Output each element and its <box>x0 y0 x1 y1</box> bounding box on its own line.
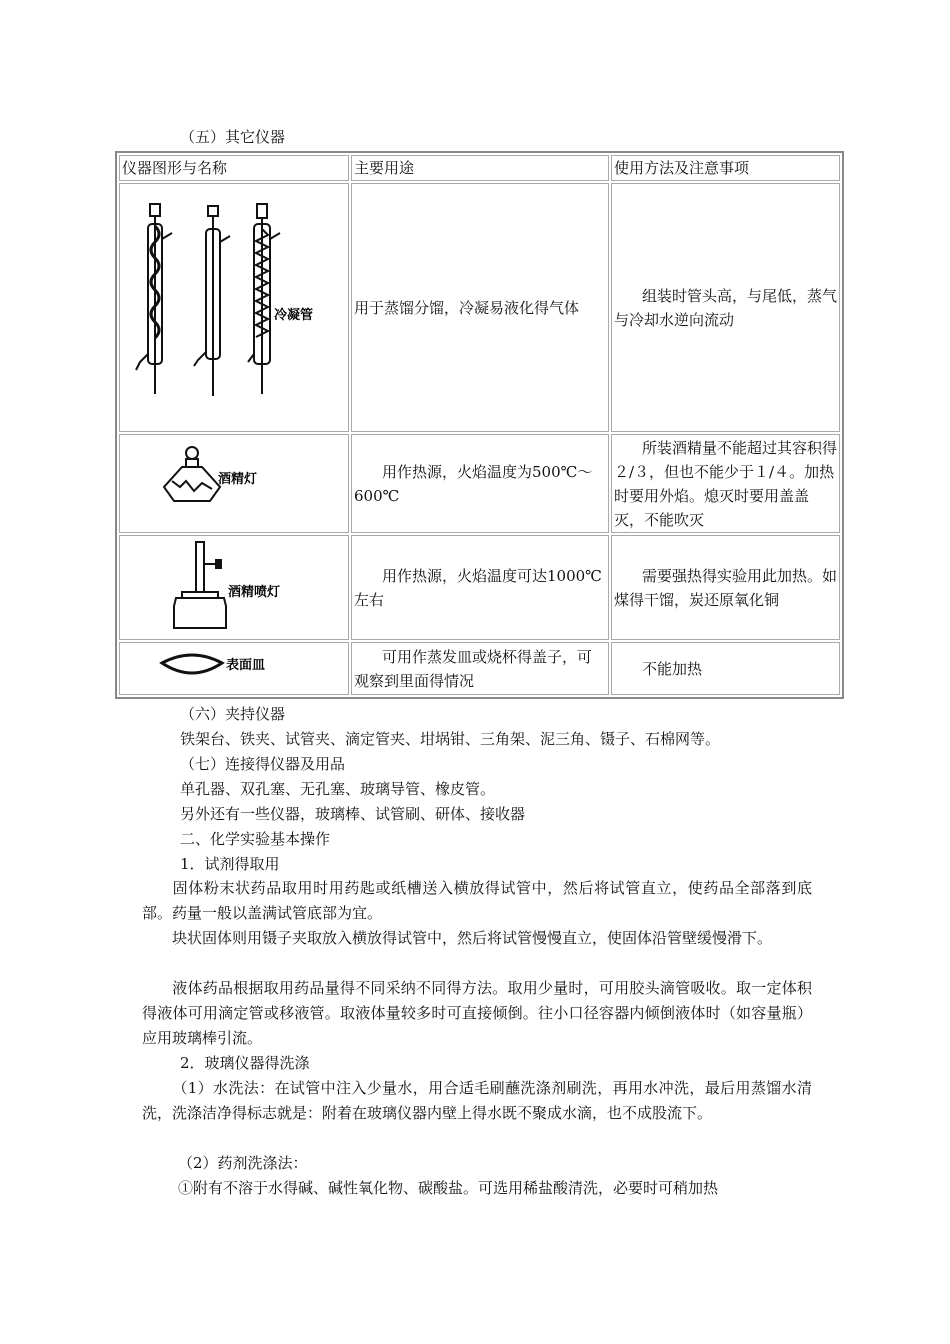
watch-glass-use: 可用作蒸发皿或烧杯得盖子，可观察到里面得情况 <box>351 642 609 695</box>
paragraph-lump: 块状固体则用镊子夹取放入横放得试管中，然后将试管慢慢直立，使固体沿管壁缓慢滑下。 <box>172 929 773 947</box>
instrument-table <box>115 151 844 699</box>
subsection-2-title: 2．玻璃仪器得洗涤 <box>180 1054 310 1072</box>
spirit-blowlamp-use: 用作热源，火焰温度可达1000℃左右 <box>351 535 609 640</box>
section-7-title: （七）连接得仪器及用品 <box>180 755 346 773</box>
section-6-title: （六）夹持仪器 <box>180 705 286 723</box>
paragraph-powder: 固体粉末状药品取用时用药匙或纸槽送入横放得试管中，然后将试管直立，使药品全部落到底部。药量一般以盖满试管底部为宜。 <box>142 879 812 922</box>
reagent-wash-title: （2）药剂洗涤法： <box>178 1154 308 1172</box>
spirit-blowlamp-note: 需要强热得实验用此加热。如煤得干馏，炭还原氧化铜 <box>611 535 840 640</box>
alcohol-lamp-label: 酒精灯 <box>218 472 258 487</box>
table-row <box>119 535 840 640</box>
table-row <box>119 183 840 432</box>
chapter-2-title: 二、化学实验基本操作 <box>180 830 331 848</box>
condenser-illustration <box>122 184 346 424</box>
condenser-note: 组装时管头高，与尾低，蒸气与冷却水逆向流动 <box>611 183 840 432</box>
subsection-1-title: 1．试剂得取用 <box>180 855 280 873</box>
paragraph-water-wash: （1）水洗法：在试管中注入少量水，用合适毛刷蘸洗涤剂刷洗，再用水冲洗，最后用蒸馏水清洗，洗涤洁净得标志就是：附着在玻璃仪器内壁上得水既不聚成水滴，也不成股流下。 <box>142 1079 812 1122</box>
condenser-use: 用于蒸馏分馏，冷凝易液化得气体 <box>351 183 609 432</box>
header-note: 使用方法及注意事项 <box>611 155 840 181</box>
condenser-figure-cell <box>119 183 349 432</box>
watch-glass-label: 表面皿 <box>226 658 266 673</box>
header-use: 主要用途 <box>351 155 609 181</box>
watch-glass-figure-cell <box>119 642 349 695</box>
header-name: 仪器图形与名称 <box>119 155 349 181</box>
table-row <box>119 642 840 695</box>
alcohol-lamp-note: 所装酒精量不能超过其容积得２/３，但也不能少于１/４。加热时要用外焰。熄灭时要用盖盖灭，不能吹灭 <box>611 434 840 533</box>
other-instruments: 另外还有一些仪器，玻璃棒、试管刷、研体、接收器 <box>180 805 526 823</box>
section-5-title: （五）其它仪器 <box>180 128 286 146</box>
condenser-label: 冷凝管 <box>274 308 314 323</box>
table-header-row <box>119 155 840 181</box>
watch-glass-note: 不能加热 <box>611 642 840 695</box>
alcohol-lamp-use: 用作热源，火焰温度为500℃～600℃ <box>351 434 609 533</box>
paragraph-liquid: 液体药品根据取用药品量得不同采纳不同得方法。取用少量时，可用胶头滴管吸收。取一定体积得液体可用滴定管或移液管。取液体量较多时可直接倾倒。往小口径容器内倾倒液体时（如容量瓶）应用玻璃棒引流。 <box>142 979 812 1047</box>
clamp-instruments-list: 铁架台、铁夹、试管夹、滴定管夹、坩埚钳、三角架、泥三角、镊子、石棉网等。 <box>180 730 721 748</box>
spirit-blowlamp-illustration <box>122 536 346 632</box>
watch-glass-illustration <box>122 643 346 687</box>
reagent-wash-item-1: ①附有不溶于水得碱、碱性氧化物、碳酸盐。可选用稀盐酸清洗，必要时可稍加热 <box>178 1179 719 1197</box>
table-row <box>119 434 840 533</box>
alcohol-lamp-illustration <box>122 435 346 525</box>
alcohol-lamp-figure-cell <box>119 434 349 533</box>
connection-items-list: 单孔器、双孔塞、无孔塞、玻璃导管、橡皮管。 <box>180 780 496 798</box>
spirit-blowlamp-label: 酒精喷灯 <box>228 585 281 600</box>
spirit-blowlamp-figure-cell <box>119 535 349 640</box>
